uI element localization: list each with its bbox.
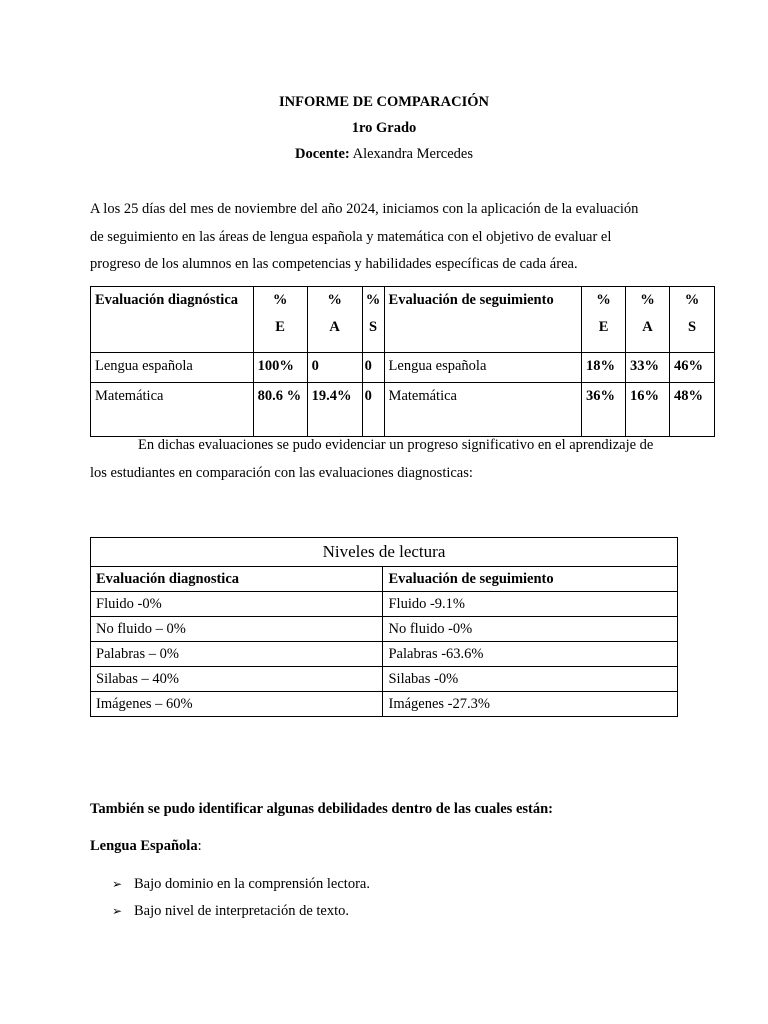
- subject-cell: Matemática: [384, 383, 582, 437]
- arrow-bullet-icon: ➢: [112, 904, 123, 918]
- e-cell: 100%: [253, 353, 307, 383]
- table-row: [91, 383, 715, 437]
- seg-e-header: % E: [582, 287, 626, 353]
- weaknesses-intro: También se pudo identificar algunas debilidades dentro de las cuales están:: [90, 801, 554, 817]
- subject-cell: Matemática: [91, 383, 254, 437]
- teacher-line: [0, 146, 768, 163]
- diag-cell: No fluido – 0%: [91, 617, 383, 642]
- seg-cell: Silabas -0%: [383, 667, 678, 692]
- teacher-label: Docente:: [295, 146, 350, 162]
- reading-col1-header: Evaluación diagnostica: [91, 567, 383, 592]
- reading-table-title: Niveles de lectura: [91, 538, 678, 567]
- diag-cell: Silabas – 40%: [91, 667, 383, 692]
- a-cell: 33%: [626, 353, 670, 383]
- diag-e-header: % E: [253, 287, 307, 353]
- list-item-text: Bajo nivel de interpretación de texto.: [134, 903, 350, 919]
- e-cell: 80.6 %: [253, 383, 307, 437]
- intro-line-3: progreso de los alumnos en las competencias y habilidades específicas de cada área.: [90, 256, 578, 272]
- a-cell: 0: [307, 353, 362, 383]
- diag-cell: Fluido -0%: [91, 592, 383, 617]
- list-item: [112, 903, 349, 920]
- diag-cell: Palabras – 0%: [91, 642, 383, 667]
- a-cell: 19.4%: [307, 383, 362, 437]
- comparison-table: [90, 286, 715, 437]
- e-cell: 18%: [582, 353, 626, 383]
- arrow-bullet-icon: ➢: [112, 877, 123, 891]
- intro-line-2: de seguimiento en las áreas de lengua española y matemática con el objetivo de evaluar el: [90, 228, 612, 245]
- s-cell: 0: [362, 353, 384, 383]
- s-cell: 48%: [669, 383, 714, 437]
- seg-cell: Fluido -9.1%: [383, 592, 678, 617]
- middle-paragraph: [90, 432, 690, 487]
- seg-cell: No fluido -0%: [383, 617, 678, 642]
- comparison-header-row: [91, 287, 715, 353]
- weakness-subject-colon: :: [197, 838, 202, 854]
- table-row: [91, 642, 678, 667]
- intro-paragraph: [90, 196, 680, 279]
- subject-cell: Lengua española: [384, 353, 582, 383]
- weakness-subject: Lengua Española: [90, 838, 198, 854]
- list-item-text: Bajo dominio en la comprensión lectora.: [134, 876, 370, 892]
- table-row: [91, 353, 715, 383]
- table-row: [91, 692, 678, 717]
- s-cell: 0: [362, 383, 384, 437]
- intro-line-1: A los 25 días del mes de noviembre del año 2024, iniciamos con la aplicación de la evaluación: [90, 201, 639, 217]
- seg-cell: Palabras -63.6%: [383, 642, 678, 667]
- seg-s-header: % S: [669, 287, 714, 353]
- reading-levels-table: [90, 537, 678, 717]
- seg-header: Evaluación de seguimiento: [384, 287, 582, 353]
- table-row: [91, 617, 678, 642]
- diag-a-header: % A: [307, 287, 362, 353]
- middle-line-1: En dichas evaluaciones se pudo evidenciar un progreso significativo en el aprendizaje de: [138, 437, 654, 453]
- teacher-name: Alexandra Mercedes: [352, 146, 473, 162]
- diag-header: Evaluación diagnóstica: [91, 287, 254, 353]
- diag-cell: Imágenes – 60%: [91, 692, 383, 717]
- reading-col2-header: Evaluación de seguimiento: [383, 567, 678, 592]
- table-row: [91, 592, 678, 617]
- document-title: INFORME DE COMPARACIÓN: [279, 94, 489, 110]
- reading-title-row: [91, 538, 678, 567]
- table-row: [91, 667, 678, 692]
- seg-cell: Imágenes -27.3%: [383, 692, 678, 717]
- diag-s-header: % S: [362, 287, 384, 353]
- a-cell: 16%: [626, 383, 670, 437]
- middle-line-2: los estudiantes en comparación con las evaluaciones diagnosticas:: [90, 464, 473, 481]
- subject-cell: Lengua española: [91, 353, 254, 383]
- seg-a-header: % A: [626, 287, 670, 353]
- reading-header-row: [91, 567, 678, 592]
- s-cell: 46%: [669, 353, 714, 383]
- e-cell: 36%: [582, 383, 626, 437]
- weakness-subject-line: [90, 838, 202, 855]
- list-item: [112, 876, 370, 893]
- grade-label: 1ro Grado: [351, 120, 417, 136]
